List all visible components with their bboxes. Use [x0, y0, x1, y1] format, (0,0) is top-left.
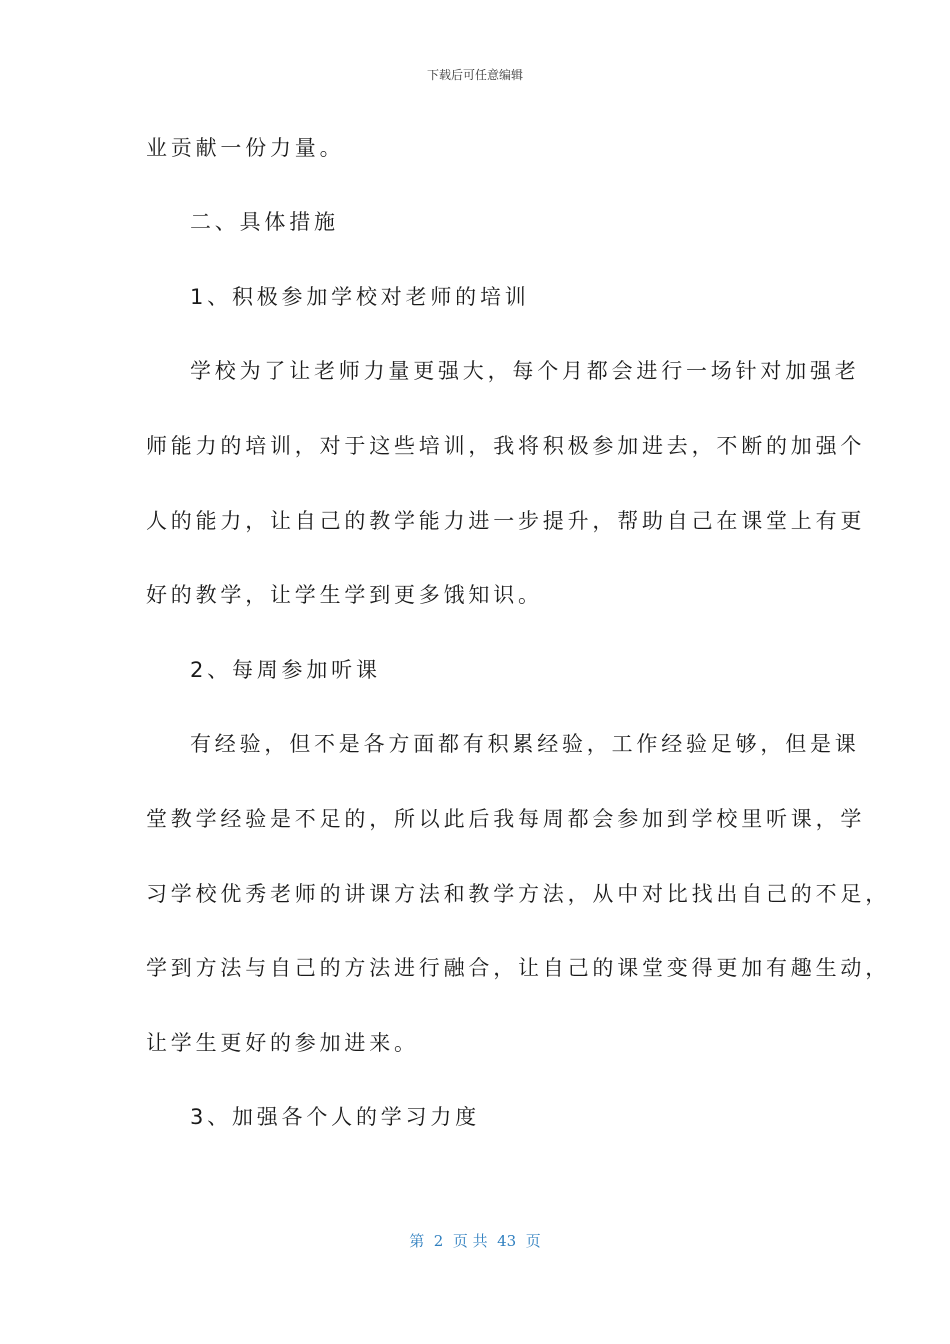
subsection-heading: 1、积极参加学校对老师的培训	[190, 285, 530, 309]
paragraph-line: 人的能力，让自己的教学能力进一步提升，帮助自己在课堂上有更	[146, 509, 866, 533]
paragraph-line: 习学校优秀老师的讲课方法和教学方法，从中对比找出自己的不足，	[146, 882, 890, 906]
paragraph-line: 师能力的培训，对于这些培训，我将积极参加进去，不断的加强个	[146, 434, 866, 458]
page-number-footer: 第 2 页 共 43 页	[409, 1232, 541, 1250]
page-header: 下载后可任意编辑	[426, 68, 523, 82]
paragraph-line: 学校为了让老师力量更强大，每个月都会进行一场针对加强老	[190, 359, 860, 383]
paragraph-line: 有经验，但不是各方面都有积累经验，工作经验足够，但是课	[190, 732, 860, 756]
section-heading: 二、具体措施	[190, 210, 339, 234]
paragraph-line: 好的教学，让学生学到更多饿知识。	[146, 583, 543, 607]
paragraph-line: 让学生更好的参加进来。	[146, 1031, 419, 1055]
subsection-heading: 2、每周参加听课	[190, 658, 381, 682]
paragraph-line: 业贡献一份力量。	[146, 136, 345, 160]
paragraph-line: 堂教学经验是不足的，所以此后我每周都会参加到学校里听课，学	[146, 807, 866, 831]
subsection-heading: 3、加强各个人的学习力度	[190, 1105, 480, 1129]
paragraph-line: 学到方法与自己的方法进行融合，让自己的课堂变得更加有趣生动，	[146, 956, 890, 980]
